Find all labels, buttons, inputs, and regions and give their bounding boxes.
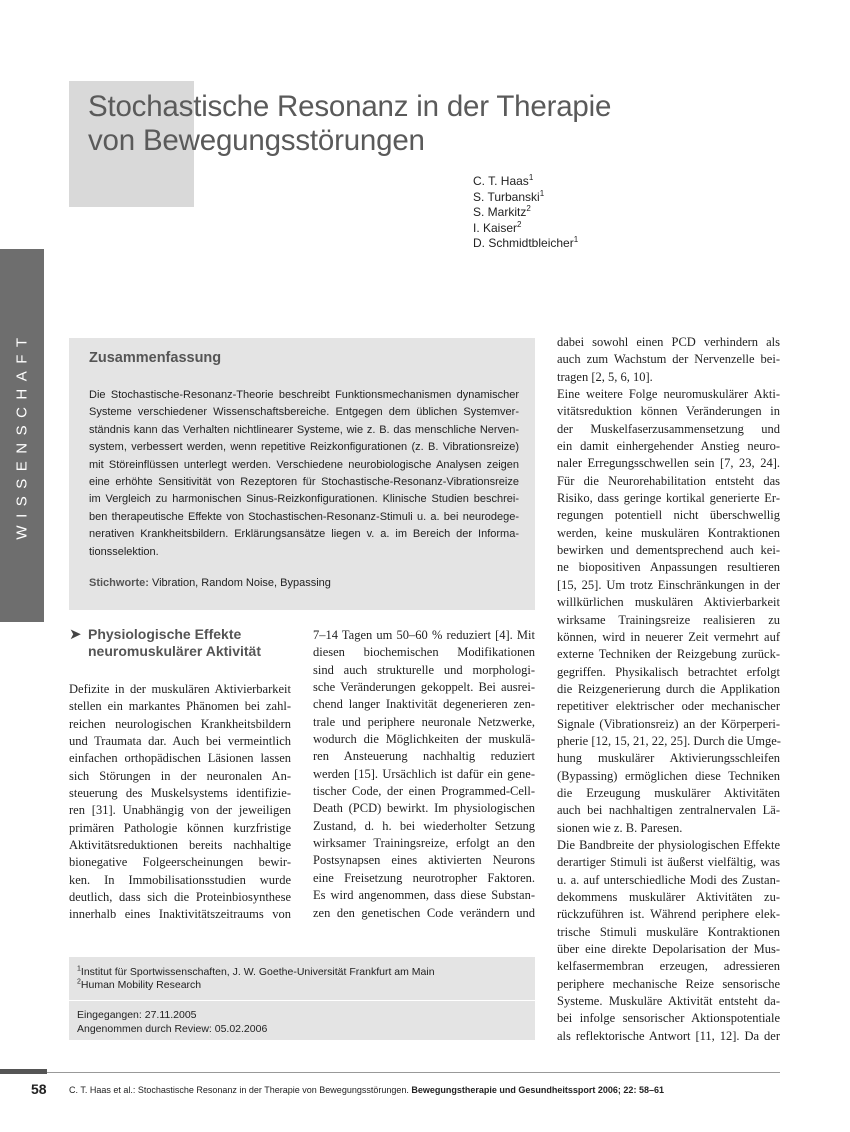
text-line: periphere mechanische Reize sensorische [557,976,780,991]
text-line: 7–14 Tagen um 50–60 % reduziert [4]. Mit [313,628,535,642]
text-line: trische Stimuli muskuläre Kontraktionen [557,924,780,939]
text-line: ren [31]. Unabhängig von der jeweiligen [69,803,291,818]
text-line: auch zum Wachstum der Nervenzelle bei- [557,352,780,367]
text-line: externe Techniken der Reizgebung zurück- [557,647,780,662]
text-line: ren Ansteuerung nachhaltig reduziert [313,749,535,764]
affiliation-footnotes [77,966,435,992]
text-line: der Muskelfaserzusammensetzung und [557,421,780,436]
author-name: D. Schmidtbleicher [473,236,574,250]
footer-citation [69,1085,664,1095]
text-line: Die Bandbreite der physiologischen Effekte [557,837,780,852]
text-line: bei infolge sensorischer Aktionspotentiale [557,1011,780,1026]
keywords-values: Vibration, Random Noise, Bypassing [151,577,331,589]
text-line: derartiger Stimuli ist äußerst vielfältig, was [557,855,780,870]
abstract-line: ben therapeutische Effekte von Stochastischen-Resonanz-Stimuli u. a. bei neurodege- [89,510,519,523]
citation-journal: Bewegungstherapie und Gesundheitssport 2006; 22: 58–61 [411,1085,664,1095]
abstract-line: im Vergleich zu harmonischen Sinus-Reizkonfigurationen. Klinische Studien beschrei- [89,493,519,506]
text-line: Risiko, dass geringe kortikal generierte Er- [557,491,780,506]
text-line: über eine direkte Depolarisation der Mus- [557,942,780,957]
title-line: Stochastische Resonanz in der Therapie [88,90,612,123]
text-line: Defizite in der muskulären Aktivierbarkeit [69,682,291,696]
footnote-number: 2 [77,978,81,986]
text-line: auch bei nachhaltigen zentralnervalen Lä- [557,803,780,818]
footnote-divider [69,1000,535,1001]
body-column-3 [557,334,780,1045]
text-line: können, wird in neuerer Zeit vermehrt auf [557,629,780,644]
text-line: hung muskulärer Aktivierungsschleifen [557,751,780,766]
text-line: die Reizgenerierung durch die Applikation [557,681,780,696]
review-dates [77,1008,267,1036]
author-list [473,174,578,252]
text-line: u. a. auf unterschiedliche Modi des Zustan- [557,872,780,887]
abstract-line: nerativen Krankheitsbildern. Erklärungsansätze liegen v. a. im Bereich der Informa- [89,528,519,541]
abstract-line: eine erhöhte Sensitivität von Rezeptoren für Stochastische-Resonanz-Vibrationsreize [89,476,519,489]
text-line: stellen ein markantes Phänomen bei zahl- [69,699,291,714]
text-line: innerhalb eines Inaktivitätszeitraums von [69,907,291,922]
text-line: wodurch die Möglichkeiten der muskulä- [313,732,535,747]
text-line: bewirken und dementsprechend auch kei- [557,543,780,558]
text-line: (Bypassing) ermöglichen diese Techniken [557,768,780,783]
footnote-number: 1 [77,965,81,973]
abstract-line: ständnis kann das Verhalten nichtlinearer Systeme, wie z. B. das menschliche Nerven- [89,423,519,436]
author [473,205,578,221]
text-line: naler Erregungsschwellen sein [7, 23, 24]. [557,456,780,471]
footnote-text: Institut für Sportwissenschaften, J. W. Goethe-Universität Frankfurt am Main [80,966,435,978]
affiliation-mark: 1 [539,188,545,198]
text-line: die Erzeugung muskulärer Aktivitäten [557,785,780,800]
text-line: Postsynapsen eines aktivierten Neurons [313,853,535,868]
text-line: repetitiver elektrischer oder mechanischer [557,699,780,714]
text-line: Es wird angenommen, dass diese Substan- [313,888,535,903]
affiliation-mark: 1 [528,173,534,182]
text-line: diesen biochemischen Modifikationen [313,645,535,660]
section-heading [69,626,299,660]
accepted-date: Angenommen durch Review: 05.02.2006 [77,1023,268,1035]
text-line: kelfasermembran erzeugen, adressieren [557,959,780,974]
text-line: zen den genetischen Code verändern und [313,905,535,920]
text-line: bionegative Folgeerscheinungen bewir- [69,855,291,870]
text-line: eine Freisetzung neurotropher Faktoren. [313,870,535,885]
abstract-heading: Zusammenfassung [89,350,222,366]
text-line: primären Pathologie können kurzfristige [69,820,291,835]
author [473,236,578,252]
text-line: einfachen orthopädischen Läsionen lassen [69,751,291,766]
text-line: steuerung des Muskelsystems identifizie- [69,786,291,801]
abstract-line: tionsselektion. [89,545,159,558]
text-line: dabei sowohl einen PCD verhindern als [557,335,780,349]
author-name: C. T. Haas [473,174,529,188]
text-line: wirksamer Trainingsreize, erfolgt an den [313,836,535,851]
body-column-2 [313,627,535,922]
section-heading-line: neuromuskulärer Aktivität [88,643,261,659]
text-line: werden, keine muskulären Kontraktionen [557,525,780,540]
footer-rule [47,1072,780,1073]
text-line: vitätsreduktion können Veränderungen in [557,404,780,419]
section-heading-line: Physiologische Effekte [88,626,242,642]
text-line: ein damit einhergehender Anstieg neuro- [557,439,780,454]
received-date: Eingegangen: 27.11.2005 [77,1009,197,1021]
text-line: gegriffen. Physikalisch betrachtet erfolgt [557,664,780,679]
affiliation-mark: 2 [517,219,522,229]
abstract-text [89,387,519,561]
footnotes-box [69,957,535,1040]
text-line: ne biopositiven Anpassungen resultieren [557,560,780,575]
text-line: tragen [2, 5, 6, 10]. [557,369,653,384]
text-line: deutlich, dass sich die Proteinbiosynthese [69,890,291,905]
author-name: S. Markitz [473,205,527,219]
footnote-text: Human Mobility Research [80,979,202,991]
text-line: sich Störungen in der neuronalen An- [69,768,291,783]
text-line: reichen neurologischen Krankheitsbildern [69,716,291,731]
abstract-line: system, verbessert werden, wenn repetitive Reizkonfigurationen (z. B. Vibrationsreize) [89,441,519,454]
affiliation-mark: 2 [526,204,531,213]
footer-accent-bar [0,1069,47,1074]
keywords-label: Stichworte: [89,577,149,589]
author [473,190,578,206]
arrow-icon: ➤ [69,626,82,643]
text-line: Aktivitätsreduktionen bereits nachhaltige [69,838,291,853]
text-line: pherie [12, 15, 21, 22, 25]. Durch die Umge- [557,733,781,748]
article-title [88,90,708,158]
text-line: als reflektorische Antwort [11, 12]. Da der [557,1028,780,1043]
text-line: ken. In Immobilisationsstudien wurde [69,872,291,887]
text-line: und Traumata dar. Auch bei vermeintlich [69,734,291,749]
text-line: sche Veränderungen gekoppelt. Bei ausrei- [313,680,535,695]
citation-text: C. T. Haas et al.: Stochastische Resonanz in der Therapie von Bewegungsstörungen. [69,1085,409,1095]
text-line: Systeme. Muskuläre Aktivität entsteht da- [557,994,780,1009]
section-side-tab-label: WISSENSCHAFT [13,330,31,540]
text-line: willkürlichen muskulären Aktivierbarkeit [557,595,780,610]
affiliation-mark: 1 [573,235,579,244]
abstract-line: Die Stochastische-Resonanz-Theorie beschreibt Funktionsmechanismen dynamischer [89,389,519,401]
abstract-box [69,338,535,610]
text-line: chend langer Inaktivität degenerieren zen- [313,697,535,712]
title-line: von Bewegungsstörungen [88,124,425,157]
author-name: I. Kaiser [473,220,518,235]
text-line: wirksame Trainingsreize realisieren zu [557,612,780,627]
text-line: Für die Neurorehabilitation entsteht das [557,473,780,488]
text-line: Eine weitere Folge neuromuskulärer Akti- [557,387,780,402]
text-line: Death (PCD) bewirkt. Im physiologischen [313,801,535,816]
text-line: sionen wie z. B. Paresen. [557,820,683,835]
affiliation-footnote [77,979,435,992]
keywords [89,577,331,589]
page-number: 58 [31,1081,47,1097]
text-line: regungen potentiell nicht überschwellig [557,508,780,523]
author [473,221,578,237]
author [473,174,578,190]
affiliation-footnote [77,966,435,979]
body-column-1 [69,681,291,924]
text-line: dekommens muskulärer Aktivitäten zu- [557,890,780,904]
author-name: S. Turbanski [473,189,540,204]
abstract-line: mit Störeinflüssen unterlegt werden. Verschiedene neurobiologische Analysen zeigen [89,458,519,471]
text-line: Zustand, d. h. bei wiederholter Setzung [313,818,535,833]
text-line: sind auch strukturelle und morphologi- [313,662,535,677]
abstract-line: Systeme verschiedener Wissenschaftsbereiche. Entgegen dem üblichen Systemver- [89,406,519,419]
text-line: werden [15]. Ursächlich ist dafür ein gene- [313,766,535,781]
text-line: trale und periphere neuronale Netzwerke, [313,714,535,729]
text-line: tischer Code, der einen Programmed-Cell- [313,784,535,799]
text-line: [15, 25]. Um trotz Einschränkungen in der [557,577,780,592]
text-line: Signale (Vibrationsreiz) an der Körperperi- [557,716,780,731]
text-line: rückzuführen ist. Während periphere elek- [557,907,780,922]
